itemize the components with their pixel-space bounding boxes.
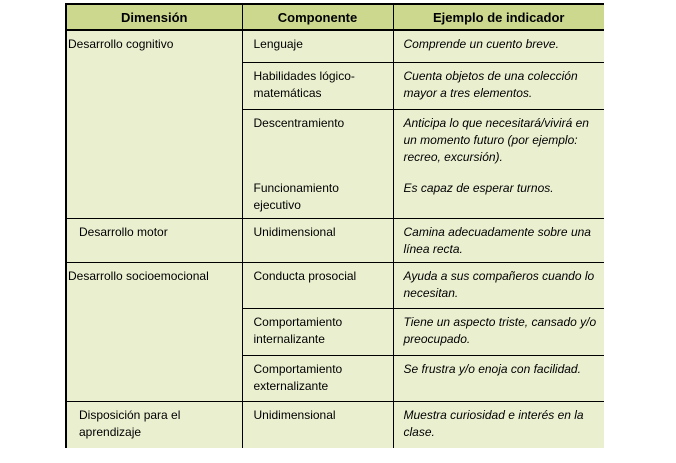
table-row	[66, 30, 604, 62]
component-label: Funcionamiento ejecutivo	[253, 180, 339, 212]
example-cell	[393, 109, 604, 218]
component-cell: Unidimensional	[242, 218, 393, 262]
example-text: Es capaz de esperar turnos.	[403, 180, 554, 195]
component-cell	[242, 109, 393, 218]
dimension-cell-cognitivo: Desarrollo cognitivo	[66, 30, 242, 218]
column-header-componente: Componente	[242, 4, 393, 30]
table-row	[66, 262, 604, 308]
example-cell: Camina adecuadamente sobre una línea recta.	[393, 218, 604, 262]
example-cell: Cuenta objetos de una colección mayor a tres elementos.	[393, 62, 604, 109]
component-cell: Comportamiento externalizante	[242, 355, 393, 401]
component-cell: Lenguaje	[242, 30, 393, 62]
dimension-cell-socioemocional: Desarrollo socioemocional	[66, 262, 242, 401]
header-row	[66, 4, 604, 30]
table-row	[66, 218, 604, 262]
example-cell: Se frustra y/o enoja con facilidad.	[393, 355, 604, 401]
table-row	[66, 401, 604, 448]
dimension-cell-disposicion: Disposición para el aprendizaje	[66, 401, 242, 448]
example-cell: Tiene un aspecto triste, cansado y/o preocupado.	[393, 308, 604, 355]
example-cell: Muestra curiosidad e interés en la clase.	[393, 401, 604, 448]
component-cell: Comportamiento internalizante	[242, 308, 393, 355]
component-cell: Habilidades lógico-matemáticas	[242, 62, 393, 109]
component-cell: Unidimensional	[242, 401, 393, 448]
component-label: Descentramiento	[253, 115, 345, 130]
column-header-ejemplo: Ejemplo de indicador	[393, 4, 604, 30]
dimension-cell-motor: Desarrollo motor	[66, 218, 242, 262]
example-cell: Comprende un cuento breve.	[393, 30, 604, 62]
component-cell: Conducta prosocial	[242, 262, 393, 308]
example-cell: Ayuda a sus compañeros cuando lo necesitan.	[393, 262, 604, 308]
indicators-table	[65, 3, 604, 448]
example-text: Anticipa lo que necesitará/vivirá en un momento futuro (por ejemplo: recreo, excursión).	[403, 115, 589, 164]
column-header-dimension: Dimensión	[66, 4, 242, 30]
